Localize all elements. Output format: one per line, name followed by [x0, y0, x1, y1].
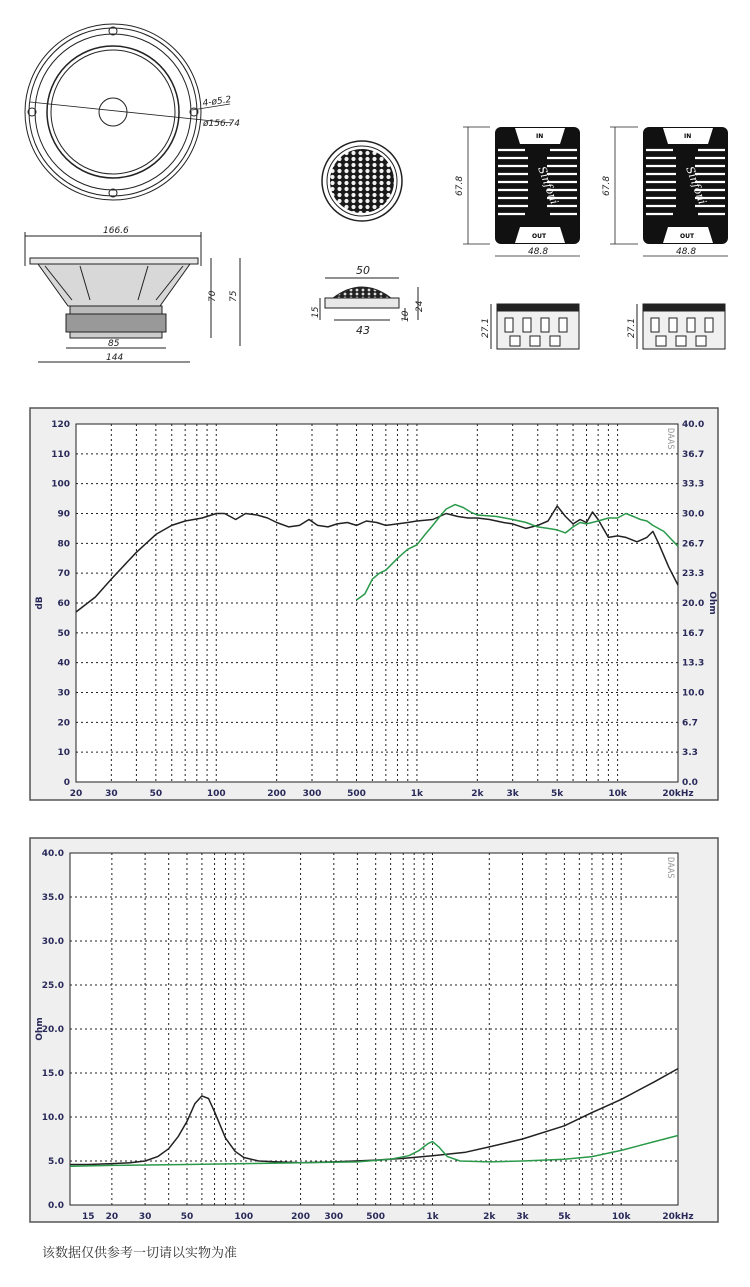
woofer-front-view	[25, 24, 232, 200]
crossover-2-in-label: IN	[684, 133, 692, 140]
tweeter-h1-dim: 15	[311, 306, 321, 318]
y-axis-right-label: Ohm	[707, 591, 717, 615]
y-right-tick-label: 20.0	[682, 599, 705, 609]
x-tick-label: 100	[234, 1212, 254, 1222]
y-tick-label: 30.0	[41, 937, 64, 947]
y-axis-label: Ohm	[35, 1017, 45, 1041]
x-tick-label: 5k	[551, 789, 564, 799]
y-tick-label: 50	[57, 628, 70, 639]
woofer-hole-spec: 4-ø5.2	[202, 95, 232, 109]
crossover-1-out-label: OUT	[532, 233, 547, 240]
y-right-tick-label: 6.7	[682, 718, 698, 729]
y-tick-label: 10	[57, 748, 70, 759]
y-tick-label: 110	[51, 449, 70, 460]
x-tick-label: 10k	[608, 789, 627, 799]
y-right-tick-label: 0.0	[682, 778, 698, 788]
woofer-pcd: ø156.74	[203, 119, 240, 129]
tweeter-top-dim: 50	[356, 264, 370, 277]
x-tick-label: 100	[206, 789, 226, 799]
woofer-magnet-dim: 85	[108, 339, 120, 349]
x-tick-label: 30	[105, 789, 118, 799]
woofer-outer-dim: 166.6	[103, 226, 129, 236]
x-tick-label: 50	[149, 789, 163, 799]
tweeter-front-view	[322, 141, 402, 221]
y-tick-label: 60	[57, 599, 70, 609]
crossover-2-side	[637, 304, 725, 349]
tweeter-h2-dim: 10	[401, 310, 411, 322]
tweeter-bottom-dim: 43	[356, 324, 370, 337]
x-tick-label: 2k	[471, 789, 484, 799]
crossover-1-side-height: 27.1	[481, 317, 491, 338]
y-tick-label: 20.0	[41, 1025, 64, 1035]
crossover-2-top	[643, 127, 728, 244]
y-tick-label: 100	[51, 479, 70, 490]
x-tick-label: 1k	[426, 1212, 439, 1222]
crossover-2-out-label: OUT	[680, 233, 695, 240]
y-right-tick-label: 40.0	[682, 420, 705, 430]
y-right-tick-label: 3.3	[682, 748, 698, 759]
y-tick-label: 70	[57, 569, 70, 580]
y-tick-label: 30	[57, 688, 70, 699]
x-tick-label: 300	[302, 789, 322, 799]
y-tick-label: 35.0	[41, 893, 64, 903]
crossover-2-brand: Sinfoni	[683, 164, 709, 207]
tweeter-h3-dim: 24	[415, 300, 425, 312]
x-tick-label: 10k	[611, 1212, 631, 1222]
spl-frequency-response-chart	[0, 390, 750, 810]
x-tick-label: 15	[82, 1212, 95, 1222]
y-tick-label: 10.0	[41, 1113, 64, 1123]
y-right-tick-label: 16.7	[682, 628, 705, 639]
crossover-1-brand: Sinfoni	[535, 164, 561, 207]
crossover-1-side	[491, 304, 579, 349]
x-tick-label: 20	[105, 1212, 119, 1222]
y-tick-label: 0	[63, 778, 70, 788]
y-tick-label: 0.0	[48, 1201, 64, 1211]
x-tick-label: 200	[267, 789, 287, 799]
woofer-depth2-dim: 75	[229, 290, 239, 302]
y-right-tick-label: 30.0	[682, 509, 705, 520]
y-tick-label: 25.0	[41, 981, 64, 991]
y-right-tick-label: 36.7	[682, 449, 705, 460]
y-tick-label: 15.0	[41, 1069, 64, 1079]
x-tick-label: 500	[347, 789, 366, 799]
x-tick-label: 20kHz	[662, 789, 694, 799]
y-right-tick-label: 13.3	[682, 658, 705, 669]
y-tick-label: 120	[51, 420, 70, 430]
crossover-1-top	[495, 127, 580, 244]
crossover-1-width: 48.8	[528, 247, 549, 257]
x-tick-label: 2k	[483, 1212, 496, 1222]
y-right-tick-label: 33.3	[682, 479, 705, 490]
y-tick-label: 80	[57, 539, 70, 550]
y-tick-label: 90	[57, 509, 70, 520]
crossover-2-width: 48.8	[676, 247, 697, 257]
watermark-label: DAAS	[665, 857, 675, 879]
x-tick-label: 500	[366, 1212, 386, 1222]
y-right-tick-label: 26.7	[682, 539, 705, 550]
x-tick-label: 300	[324, 1212, 344, 1222]
x-tick-label: 20	[69, 789, 83, 799]
crossover-2-side-height: 27.1	[627, 317, 637, 338]
impedance-chart	[0, 825, 750, 1235]
x-tick-label: 3k	[506, 789, 519, 799]
crossover-2-height: 67.8	[602, 175, 612, 196]
y-tick-label: 5.0	[48, 1157, 64, 1167]
y-tick-label: 40	[57, 658, 70, 669]
woofer-basket-dim: 144	[106, 353, 124, 363]
y-tick-label: 40.0	[41, 849, 64, 859]
x-tick-label: 5k	[558, 1212, 571, 1222]
x-tick-label: 1k	[410, 789, 424, 799]
x-tick-label: 30	[138, 1212, 152, 1222]
disclaimer-note: 该数据仅供参考一切请以实物为准	[42, 1246, 238, 1261]
y-right-tick-label: 10.0	[682, 688, 705, 699]
x-tick-label: 20kHz	[662, 1212, 694, 1222]
crossover-1-in-label: IN	[536, 133, 544, 140]
watermark-label: DAAS	[665, 428, 675, 450]
crossover-1-height: 67.8	[455, 175, 465, 196]
y-axis-label: dB	[35, 596, 45, 610]
x-tick-label: 50	[180, 1212, 194, 1222]
technical-drawings	[0, 0, 750, 385]
y-tick-label: 20	[57, 718, 70, 729]
x-tick-label: 3k	[516, 1212, 529, 1222]
y-right-tick-label: 23.3	[682, 569, 705, 580]
x-tick-label: 200	[291, 1212, 310, 1222]
woofer-depth1-dim: 70	[208, 290, 218, 302]
